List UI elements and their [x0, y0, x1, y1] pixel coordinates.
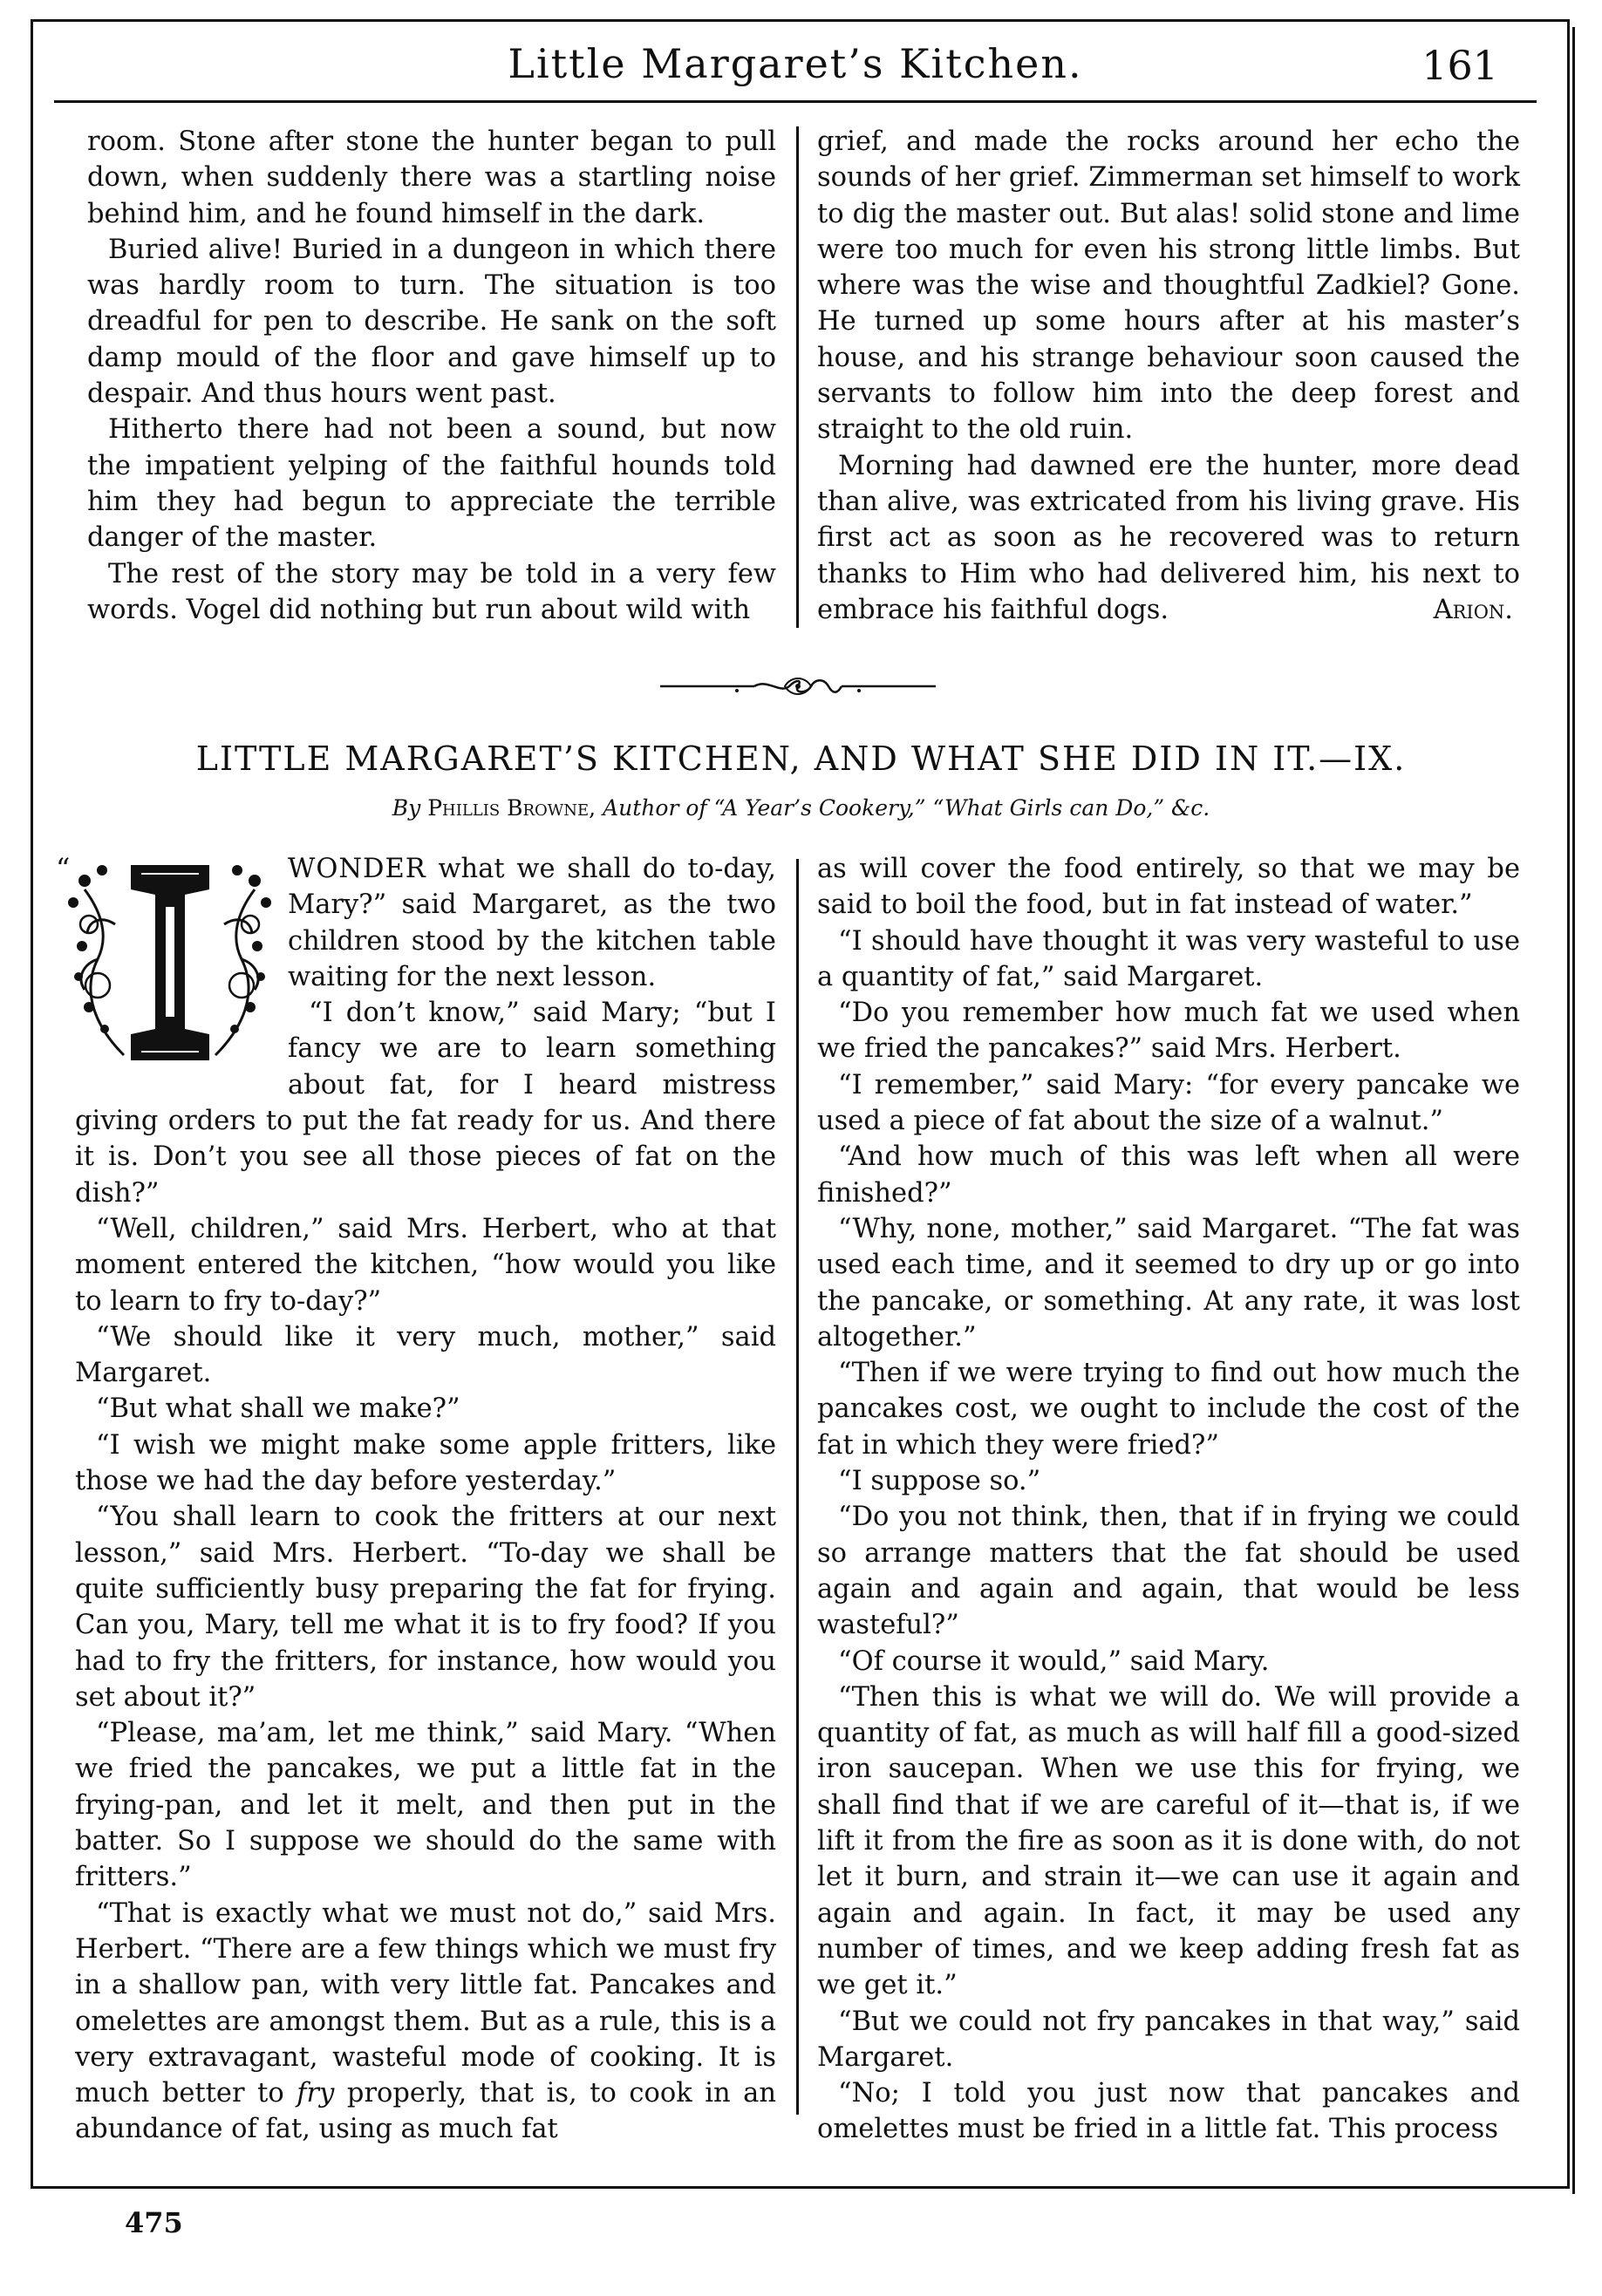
paragraph: “But what shall we make?” — [96, 1393, 460, 1425]
opening-text: what we shall do to-day, Mary?” said Margaret, as the two children stood by the kitchen table waiting for the next lesson. — [288, 854, 776, 992]
author-signature: Arion. — [1433, 594, 1513, 625]
paragraph — [75, 1896, 776, 2148]
paragraph-text: properly, that is, to cook in an abundance of fat, using as much fat — [75, 2078, 776, 2145]
drop-cap — [56, 852, 272, 1068]
paragraph: “I don’t know,” said Mary; “but I fancy we are to learn something about fat, for I heard mistress giving orders to put the fat ready for us. And there it is. Don’t you see all those pieces of fat on the dish?” — [75, 998, 776, 1209]
paragraph: as will cover the food entirely, so that we may be said to boil the food, but in fat instead of water.” — [817, 854, 1520, 921]
previous-story-right-column — [817, 124, 1520, 628]
paragraph: “I wish we might make some apple fritters, like those we had the day before yesterday.” — [75, 1429, 776, 1497]
paragraph: “Why, none, mother,” said Margaret. “The fat was used each time, and it seemed to dry up or go into the pancake, or something. At any rate, it was lost altogether.” — [817, 1213, 1520, 1352]
column-rule-top — [796, 126, 799, 628]
article-byline — [0, 795, 1602, 821]
paragraph: “Please, ma’am, let me think,” said Mary. “When we fried the pancakes, we put a little fat in the frying-pan, and let it melt, and then put in the batter. So I suppose we should do the same with fritters.” — [75, 1718, 776, 1893]
paragraph: room. Stone after stone the hunter began to pull down, when suddenly there was a startling noise behind him, and he found himself in the dark. — [87, 126, 776, 229]
running-head — [54, 35, 1537, 103]
paragraph: “Well, children,” said Mrs. Herbert, who at that moment entered the kitchen, “how would you like to learn to fry to-day?” — [75, 1213, 776, 1317]
paragraph: “I should have thought it was very wasteful to use a quantity of fat,” said Margaret. — [817, 925, 1520, 992]
previous-story-left-column — [87, 124, 776, 628]
paragraph: “You shall learn to cook the fritters at our next lesson,” said Mrs. Herbert. “To-day we shall be quite sufficiently busy preparing the fat for frying. Can you, Mary, tell me what it is to fry food? If you had to fry the fritters, for instance, how would you set about it?” — [75, 1502, 776, 1713]
paragraph: Hitherto there had not been a sound, but now the impatient yelping of the faithful hounds told him they had begun to appreciate the terrible danger of the master. — [87, 414, 776, 554]
drop-cap-quote: “ — [56, 852, 71, 885]
paragraph: The rest of the story may be told in a very few words. Vogel did nothing but run about wild with — [87, 558, 776, 625]
paragraph: grief, and made the rocks around her echo the sounds of her grief. Zimmerman set himself to work to dig the master out. But alas! solid stone and lime were too much for even his strong little limbs. But where was the wise and thoughtful Zadkiel? Gone. He turned up some hours after at his master’s house, and his strange behaviour soon caused the servants to follow him into the deep forest and straight to the old ruin. — [817, 126, 1520, 446]
paragraph: “I remember,” said Mary: “for every pancake we used a piece of fat about the size of a walnut.” — [817, 1069, 1520, 1137]
running-title: Little Margaret’s Kitchen. — [508, 40, 1083, 87]
paragraph-text: “That is exactly what we must not do,” said Mrs. Herbert. “There are a few things which we must fry in a shallow pan, with very little fat. Pancakes and omelettes are amongst them. But as a rule, this is a very extravagant, wasteful mode of cooking. It is much better to — [75, 1897, 776, 2109]
paragraph-text: Morning had dawned ere the hunter, more dead than alive, was extricated from his living grave. His first act as soon as he recovered was to return thanks to Him who had delivered him, his next to embrace his faithful dogs. — [817, 450, 1520, 625]
byline-author: Phillis Browne, — [427, 795, 596, 821]
paragraph: “Then this is what we will do. We will provide a quantity of fat, as much as will half fill a good-sized iron saucepan. When we use this for frying, we shall find that if we are careful of it—that is, if we lift it from the fire as soon as it is done with, do not let it burn, and strain it—we can use it again and again and again. In fact, it may be used any number of times, and we keep adding fresh fat as we get it.” — [817, 1681, 1520, 2001]
paragraph: “Do you not think, then, that if in frying we could so arrange matters that the fat should be used again and again and again, that would be less wasteful?” — [817, 1502, 1520, 1641]
paragraph: “And how much of this was left when all were finished?” — [817, 1141, 1520, 1209]
paragraph: “We should like it very much, mother,” said Margaret. — [75, 1321, 776, 1389]
byline-by: By — [392, 795, 421, 821]
article-left-column — [56, 851, 776, 2148]
paragraph: “Of course it would,” said Mary. — [838, 1645, 1270, 1677]
article-right-column — [817, 851, 1520, 2148]
column-rule-bottom — [796, 859, 799, 2115]
decorative-initial-i-icon — [63, 855, 272, 1068]
paragraph — [817, 448, 1520, 628]
paragraph: “Then if we were trying to find out how much the pancakes cost, we ought to include the cost of the fat in which they were fried?” — [817, 1358, 1520, 1461]
italic-word: fry — [297, 2078, 335, 2109]
opening-word: WONDER — [288, 854, 426, 884]
byline-credits: Author of “A Year’s Cookery,” “What Girls can Do,” &c. — [603, 795, 1210, 821]
folio-number: 475 — [125, 2206, 183, 2239]
paragraph: Buried alive! Buried in a dungeon in which there was hardly room to turn. The situation is too dreadful for pen to describe. He sank on the soft damp mould of the floor and gave himself up to despair. And thus hours went past. — [87, 234, 776, 410]
paragraph: “No; I told you just now that pancakes and omelettes must be fried in a little fat. This process — [817, 2078, 1520, 2145]
article-title: LITTLE MARGARET’S KITCHEN, AND WHAT SHE DID IN IT.—IX. — [195, 739, 1407, 778]
page-number: 161 — [1421, 42, 1498, 89]
paragraph: “I suppose so.” — [838, 1466, 1041, 1497]
paragraph: “But we could not fry pancakes in that way,” said Margaret. — [817, 2006, 1520, 2073]
paragraph: “Do you remember how much fat we used when we fried the pancakes?” said Mrs. Herbert. — [817, 998, 1520, 1065]
ornamental-divider-icon — [658, 671, 937, 701]
